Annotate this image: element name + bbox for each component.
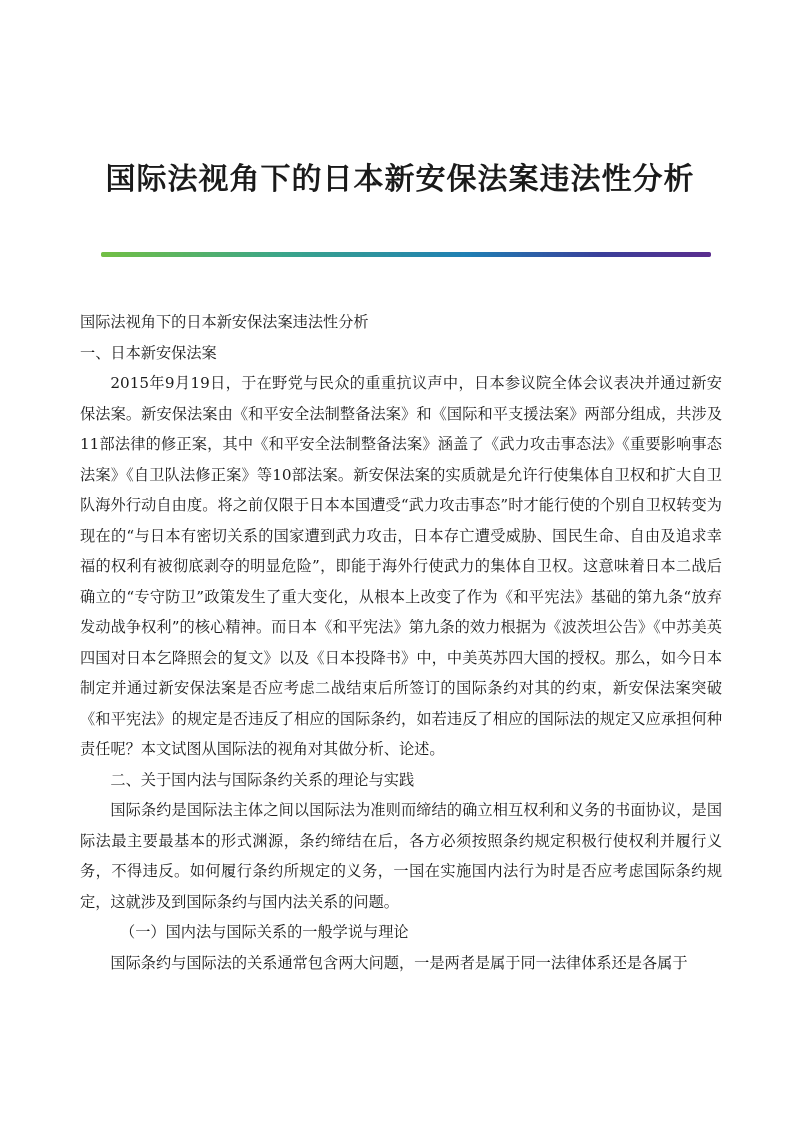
paragraph-1: 2015年9月19日，于在野党与民众的重重抗议声中，日本参议院全体会议表决并通过新安保法案。新安保法案由《和平安全法制整备法案》和《国际和平支援法案》两部分组成，共涉及11部法律的修正案，其中《和平安全法制整备法案》涵盖了《武力攻击事态法》《重要影响事态法案》《自卫队法修正案》等10部法案。新安保法案的实质就是允许行使集体自卫权和扩大自卫队海外行动自由度。将之前仅限于日本本国遭受“武力攻击事态”时才能行使的个别自卫权转变为现在的“与日本有密切关系的国家遭到武力攻击，日本存亡遭受威胁、国民生命、自由及追求幸福的权利有被彻底剥夺的明显危险”，即能于海外行使武力的集体自卫权。这意味着日本二战后确立的“专守防卫”政策发生了重大变化，从根本上改变了作为《和平宪法》基础的第九条“放弃发动战争权利”的核心精神。而日本《和平宪法》第九条的效力根据为《波茨坦公告》《中苏美英四国对日本乞降照会的复文》以及《日本投降书》中，中美英苏四大国的授权。那么，如今日本制定并通过新安保法案是否应考虑二战结束后所签订的国际条约对其的约束，新安保法案突破《和平宪法》的规定是否违反了相应的国际条约，如若违反了相应的国际法的规定又应承担何种责任呢？本文试图从国际法的视角对其做分析、论述。: [80, 374, 722, 758]
paragraph-3: 国际条约与国际法的关系通常包含两大问题，一是两者是属于同一法律体系还是各属于: [110, 953, 688, 972]
body-title: 国际法视角下的日本新安保法案违法性分析: [80, 313, 369, 331]
subsection-heading-1: （一）国内法与国际关系的一般学说与理论: [120, 923, 409, 941]
section-heading-1: 一、日本新安保法案: [80, 343, 217, 362]
document-body: [80, 307, 722, 978]
document-title: 国际法视角下的日本新安保法案违法性分析: [105, 162, 695, 197]
paragraph-2: 国际条约是国际法主体之间以国际法为准则而缔结的确立相互权利和义务的书面协议，是国际法最主要最基本的形式渊源，条约缔结在后，各方必须按照条约规定积极行使权利并履行义务，不得违反。如何履行条约所规定的义务，一国在实施国内法行为时是否应考虑国际条约规定，这就涉及到国际条约与国内法关系的问题。: [80, 801, 722, 911]
title-divider: [101, 252, 711, 257]
section-heading-2: 二、关于国内法与国际条约关系的理论与实践: [110, 770, 415, 789]
